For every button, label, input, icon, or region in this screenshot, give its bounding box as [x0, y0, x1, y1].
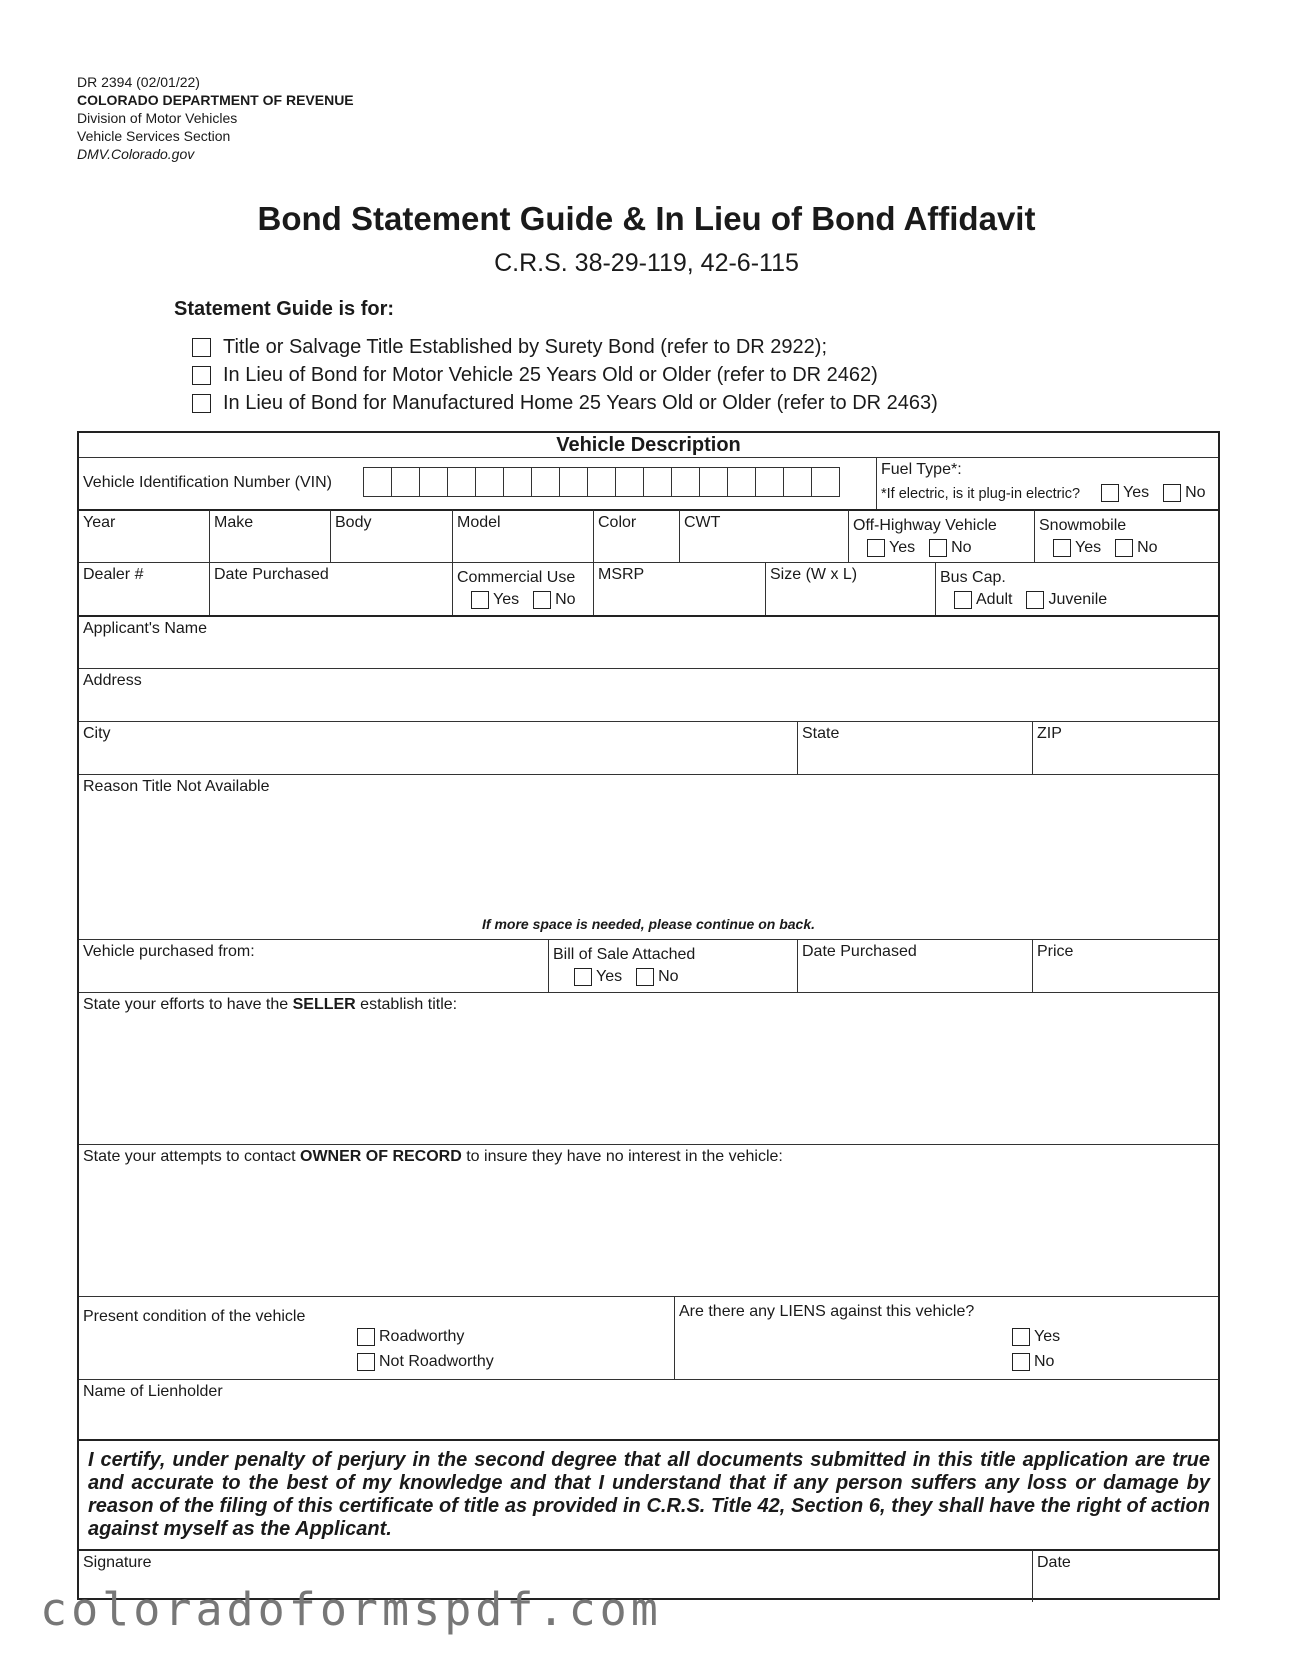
snowmobile-yes-no	[1053, 539, 1158, 557]
vin-char-box[interactable]	[783, 467, 812, 497]
zip-label: ZIP	[1037, 725, 1062, 742]
msrp-field[interactable]	[593, 562, 765, 615]
purchase-date-label: Date Purchased	[802, 943, 917, 960]
no-label: No	[1137, 539, 1158, 556]
price-label: Price	[1037, 943, 1074, 960]
plug-in-yes-checkbox[interactable]	[1101, 484, 1119, 502]
condition-label: Present condition of the vehicle	[83, 1308, 306, 1325]
guide-option-label: Title or Salvage Title Established by Surety Bond (refer to DR 2922);	[223, 335, 827, 358]
reason-label: Reason Title Not Available	[83, 778, 270, 795]
purchase-date-field[interactable]	[797, 939, 1032, 992]
liens-field	[674, 1296, 1218, 1379]
bus-cap-label: Bus Cap.	[940, 569, 1006, 586]
yes-label: Yes	[1075, 539, 1102, 556]
msrp-label: MSRP	[598, 566, 645, 583]
vin-char-box[interactable]	[419, 467, 448, 497]
applicant-name-field[interactable]	[79, 615, 1218, 668]
signature-date-field[interactable]	[1032, 1549, 1218, 1602]
model-field[interactable]	[452, 509, 593, 562]
guide-option-surety-bond[interactable]	[192, 333, 938, 361]
fuel-type-label: Fuel Type*:	[881, 461, 962, 478]
watermark: coloradoformspdf.com	[40, 1583, 662, 1636]
seller-efforts-field[interactable]	[79, 992, 1218, 1144]
reason-field[interactable]	[79, 774, 1218, 939]
address-label: Address	[83, 672, 142, 689]
commercial-use-label: Commercial Use	[457, 569, 576, 586]
body-label: Body	[335, 514, 372, 531]
department-name: COLORADO DEPARTMENT OF REVENUE	[77, 92, 354, 108]
price-field[interactable]	[1032, 939, 1218, 992]
vin-char-box[interactable]	[755, 467, 784, 497]
not-roadworthy-checkbox[interactable]	[357, 1353, 375, 1371]
cwt-field[interactable]	[679, 509, 848, 562]
model-label: Model	[457, 514, 501, 531]
signature-date-label: Date	[1037, 1554, 1071, 1571]
commercial-use-no-checkbox[interactable]	[533, 591, 551, 609]
date-purchased-field[interactable]	[209, 562, 452, 615]
no-label: No	[951, 539, 972, 556]
make-label: Make	[214, 514, 254, 531]
vin-char-box[interactable]	[671, 467, 700, 497]
color-label: Color	[598, 514, 637, 531]
yes-label: Yes	[1034, 1328, 1061, 1345]
juvenile-checkbox[interactable]	[1026, 591, 1044, 609]
not-roadworthy-label: Not Roadworthy	[379, 1353, 494, 1370]
vin-boxes[interactable]	[364, 467, 840, 497]
roadworthy-checkbox[interactable]	[357, 1328, 375, 1346]
adult-checkbox[interactable]	[954, 591, 972, 609]
size-label: Size (W x L)	[770, 566, 858, 583]
certification-statement: I certify, under penalty of perjury in the second degree that all documents submitted in this title application are true and accurate to the best of my knowledge and that I understand that if any person suffers any loss or damage by reason of the filing of this certificate of title as provided in C.R.S. Title 42, Section 6, they shall have the right of action against myself as the Applicant.	[79, 1439, 1218, 1549]
yes-label: Yes	[596, 968, 623, 985]
guide-option-motor-vehicle[interactable]	[192, 361, 938, 389]
section-name: Vehicle Services Section	[77, 128, 231, 144]
make-field[interactable]	[209, 509, 330, 562]
yes-label: Yes	[889, 539, 916, 556]
vin-char-box[interactable]	[363, 467, 392, 497]
vin-char-box[interactable]	[559, 467, 588, 497]
date-purchased-label: Date Purchased	[214, 566, 329, 583]
lienholder-field[interactable]	[79, 1379, 1218, 1439]
body-field[interactable]	[330, 509, 452, 562]
off-highway-label: Off-Highway Vehicle	[853, 517, 997, 534]
vin-char-box[interactable]	[643, 467, 672, 497]
bill-of-sale-no-checkbox[interactable]	[636, 968, 654, 986]
liens-question: Are there any LIENS against this vehicle?	[679, 1303, 975, 1320]
continue-note: If more space is needed, please continue on back.	[482, 916, 815, 932]
snowmobile-no-checkbox[interactable]	[1115, 539, 1133, 557]
cwt-label: CWT	[684, 514, 721, 531]
lienholder-label: Name of Lienholder	[83, 1383, 223, 1400]
statement-guide-options	[192, 333, 938, 417]
condition-field	[79, 1296, 674, 1379]
city-label: City	[83, 725, 111, 742]
vin-char-box[interactable]	[391, 467, 420, 497]
bus-cap-field	[935, 562, 1218, 615]
off-highway-field	[848, 509, 1034, 562]
vin-char-box[interactable]	[615, 467, 644, 497]
state-field[interactable]	[797, 721, 1032, 774]
liens-no-checkbox[interactable]	[1012, 1353, 1030, 1371]
off-highway-no-checkbox[interactable]	[929, 539, 947, 557]
checkbox[interactable]	[192, 338, 211, 357]
state-label: State	[802, 725, 840, 742]
seller-efforts-label: State your efforts to have the SELLER establish title:	[83, 996, 458, 1013]
yes-label: Yes	[1123, 484, 1150, 501]
liens-no-option	[1012, 1353, 1054, 1371]
vin-char-box[interactable]	[531, 467, 560, 497]
bill-of-sale-yes-checkbox[interactable]	[574, 968, 592, 986]
applicant-name-label: Applicant's Name	[83, 620, 207, 637]
snowmobile-field	[1034, 509, 1218, 562]
bus-cap-options	[954, 591, 1107, 609]
fuel-type-field[interactable]	[876, 457, 1218, 509]
plug-in-yes-no	[1101, 484, 1206, 502]
page-title: Bond Statement Guide & In Lieu of Bond Affidavit	[257, 200, 1036, 237]
vin-field[interactable]	[79, 457, 876, 509]
form-header	[77, 73, 354, 163]
commercial-use-field	[452, 562, 593, 615]
liens-yes-option	[1012, 1328, 1060, 1346]
snowmobile-yes-checkbox[interactable]	[1053, 539, 1071, 557]
snowmobile-label: Snowmobile	[1039, 517, 1127, 534]
no-label: No	[555, 591, 576, 608]
page-subtitle: C.R.S. 38-29-119, 42-6-115	[494, 249, 799, 277]
plug-in-question: *If electric, is it plug-in electric?	[881, 486, 1081, 502]
size-field[interactable]	[765, 562, 935, 615]
roadworthy-option	[357, 1328, 464, 1346]
checkbox[interactable]	[192, 366, 211, 385]
off-highway-yes-no	[867, 539, 972, 557]
bill-of-sale-label: Bill of Sale Attached	[553, 946, 696, 963]
commercial-use-yes-checkbox[interactable]	[471, 591, 489, 609]
guide-option-label: In Lieu of Bond for Motor Vehicle 25 Years Old or Older (refer to DR 2462)	[223, 363, 878, 386]
bill-of-sale-yes-no	[574, 968, 679, 986]
vin-label: Vehicle Identification Number (VIN)	[83, 474, 332, 491]
city-field[interactable]	[79, 721, 797, 774]
vin-char-box[interactable]	[699, 467, 728, 497]
guide-option-label: In Lieu of Bond for Manufactured Home 25 Years Old or Older (refer to DR 2463)	[223, 391, 938, 414]
no-label: No	[1185, 484, 1206, 501]
year-field[interactable]	[79, 509, 209, 562]
vin-char-box[interactable]	[811, 467, 840, 497]
vin-char-box[interactable]	[503, 467, 532, 497]
signature-label: Signature	[83, 1554, 152, 1571]
liens-yes-checkbox[interactable]	[1012, 1328, 1030, 1346]
purchased-from-field[interactable]	[79, 939, 548, 992]
vin-char-box[interactable]	[587, 467, 616, 497]
roadworthy-label: Roadworthy	[379, 1328, 465, 1345]
plug-in-no-checkbox[interactable]	[1163, 484, 1181, 502]
no-label: No	[1034, 1353, 1055, 1370]
adult-label: Adult	[976, 591, 1013, 608]
no-label: No	[658, 968, 679, 985]
statement-guide-heading: Statement Guide is for:	[174, 298, 395, 320]
guide-option-manufactured-home[interactable]	[192, 389, 938, 417]
vin-char-box[interactable]	[475, 467, 504, 497]
vin-char-box[interactable]	[447, 467, 476, 497]
bill-of-sale-field	[548, 939, 797, 992]
owner-contact-field[interactable]	[79, 1144, 1218, 1296]
vehicle-description-title: Vehicle Description	[556, 434, 741, 456]
dealer-label: Dealer #	[83, 566, 144, 583]
division-name: Division of Motor Vehicles	[77, 110, 238, 126]
yes-label: Yes	[493, 591, 520, 608]
purchased-from-label: Vehicle purchased from:	[83, 943, 255, 960]
year-label: Year	[83, 514, 116, 531]
website-text: DMV.Colorado.gov	[77, 146, 195, 162]
checkbox[interactable]	[192, 394, 211, 413]
bond-form	[77, 431, 1220, 1600]
owner-contact-label: State your attempts to contact OWNER OF RECORD to insure they have no interest in the vehicle:	[83, 1148, 783, 1165]
color-field[interactable]	[593, 509, 679, 562]
dealer-field[interactable]	[79, 562, 209, 615]
off-highway-yes-checkbox[interactable]	[867, 539, 885, 557]
vin-char-box[interactable]	[727, 467, 756, 497]
zip-field[interactable]	[1032, 721, 1218, 774]
commercial-use-yes-no	[471, 591, 576, 609]
juvenile-label: Juvenile	[1048, 591, 1108, 608]
form-number: DR 2394 (02/01/22)	[77, 74, 200, 90]
not-roadworthy-option	[357, 1353, 494, 1371]
address-field[interactable]	[79, 668, 1218, 721]
